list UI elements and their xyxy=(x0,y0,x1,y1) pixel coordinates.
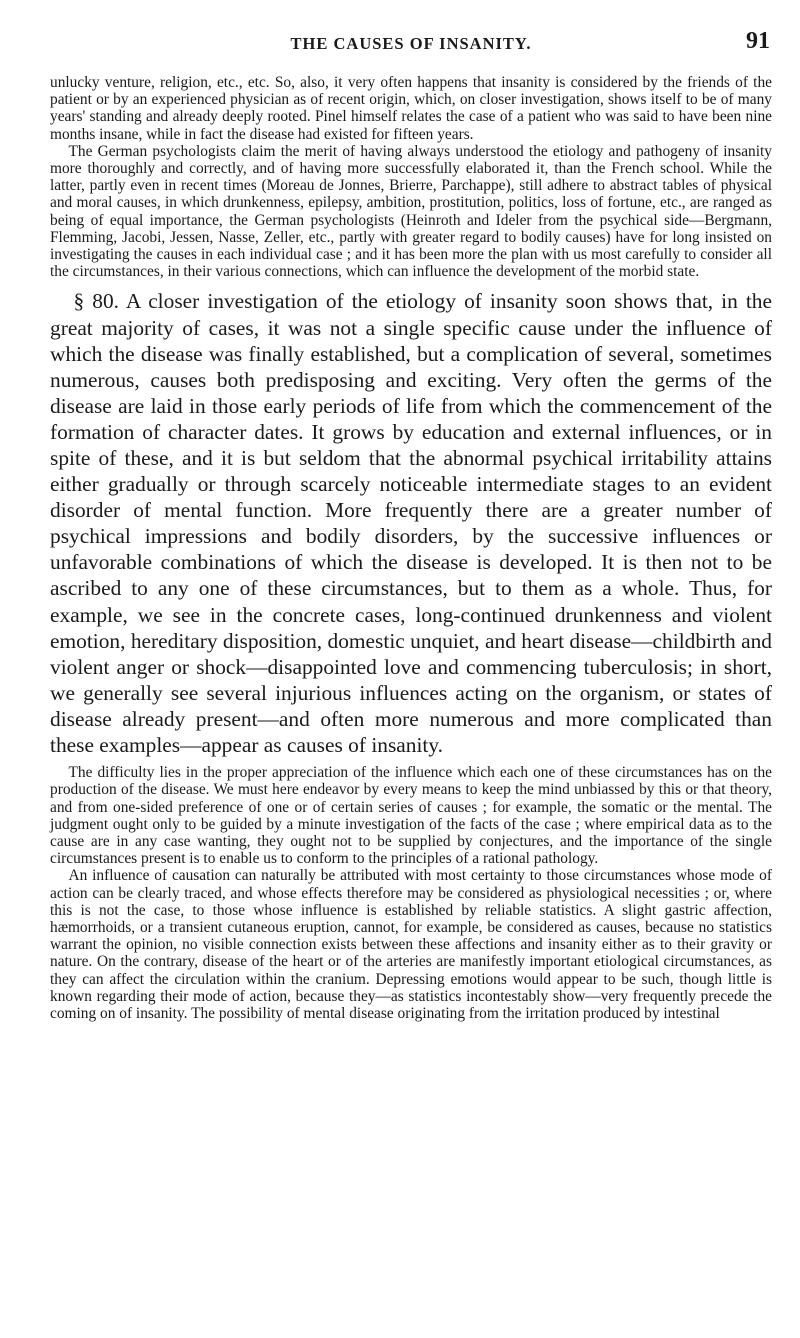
paragraph-difficulty: The difficulty lies in the proper appreciation of the influence which each one of these circumstances has on the production of the disease. We must here endeavor by every means to keep the mind unbiassed by this or that theory, and from one-sided preference of one or of certain series of causes ; for example, the somatic or the mental. The judgment ought only to be guided by a minute investigation of the facts of the case ; where empirical data as to the cause are in any case wanting, they ought not to be supplied by conjectures, and the importance of the single circumstances present is to enable us to conform to the principles of a rational pathology. xyxy=(50,764,772,868)
paragraph-german-psychologists: The German psychologists claim the merit of having always understood the etiology and pathogeny of insanity more thoroughly and correctly, and of having more successfully elaborated it, than the French school. While the latter, partly even in recent times (Moreau de Jonnes, Brierre, Parchappe), still adhere to abstract tables of physical and moral causes, in which drunkenness, epilepsy, ambition, prostitution, politics, loss of fortune, etc., are ranged as being of equal importance, the German psychologists (Heinroth and Ideler from the psychical side—Bergmann, Flemming, Jacobi, Jessen, Nasse, Zeller, etc., partly with greater regard to bodily causes) have for long insisted on investigating the causes in each individual case ; and it has been more the plan with us most carefully to consider all the circumstances, in their various connections, which can influence the development of the morbid state. xyxy=(50,142,772,281)
small-print-block-bottom xyxy=(50,764,772,1022)
running-title: THE CAUSES OF INSANITY. xyxy=(290,34,532,53)
paragraph-influence-of-causation: An influence of causation can naturally be attributed with most certainty to those circumstances whose mode of action can be clearly traced, and whose effects therefore may be considered as physiological necessities ; or, where this is not the case, to those whose influence is established by reliable statistics. A slight gastric affection, hæmorrhoids, or a transient cutaneous eruption, cannot, for example, be considered as causes, because no statistics warrant the opinion, no visible connection exists between these affections and insanity either as to their gravity or nature. On the contrary, disease of the heart or of the arteries are manifestly important etiological circumstances, as they can affect the circulation within the cranium. Depressing emotions would appear to be such, though little is known regarding their mode of action, because they—as statistics incontestably show—very frequently precede the coming on of insanity. The possibility of mental disease originating from the irritation produced by intestinal xyxy=(50,867,772,1022)
paragraph-continued: unlucky venture, religion, etc., etc. So, also, it very often happens that insanity is considered by the friends of the patient or by an experienced physician as of recent origin, which, on closer investigation, shows itself to be of many years' standing and already deeply rooted. Pinel himself relates the case of a patient who was said to have been nine months insane, while in fact the disease had existed for fifteen years. xyxy=(50,74,772,143)
section-80-block xyxy=(50,288,772,758)
page-number: 91 xyxy=(746,28,770,54)
small-print-block-top xyxy=(50,74,772,280)
book-page xyxy=(50,28,772,1022)
paragraph-section-80: § 80. A closer investigation of the etiology of insanity soon shows that, in the great majority of cases, it was not a single specific cause under the influence of which the disease was finally established, but a complication of several, sometimes numerous, causes both predisposing and exciting. Very often the germs of the disease are laid in those early periods of life from which the commencement of the formation of character dates. It grows by education and external influences, or in spite of these, and it is but seldom that the abnormal psychical irritability attains either gradually or through scarcely noticeable intermediate stages to an evident disorder of mental function. More frequently there are a greater number of psychical impressions and bodily disorders, by the successive influences or unfavorable combinations of which the disease is developed. It is then not to be ascribed to any one of these circumstances, but to them as a whole. Thus, for example, we see in the concrete cases, long-continued drunkenness and violent emotion, hereditary disposition, domestic unquiet, and heart disease—childbirth and violent anger or shock—disappointed love and commencing tuberculosis; in short, we generally see several injurious influences acting on the organism, or states of disease already present—and often more numerous and more complicated than these examples—appear as causes of insanity. xyxy=(50,289,772,758)
running-head xyxy=(50,28,772,74)
